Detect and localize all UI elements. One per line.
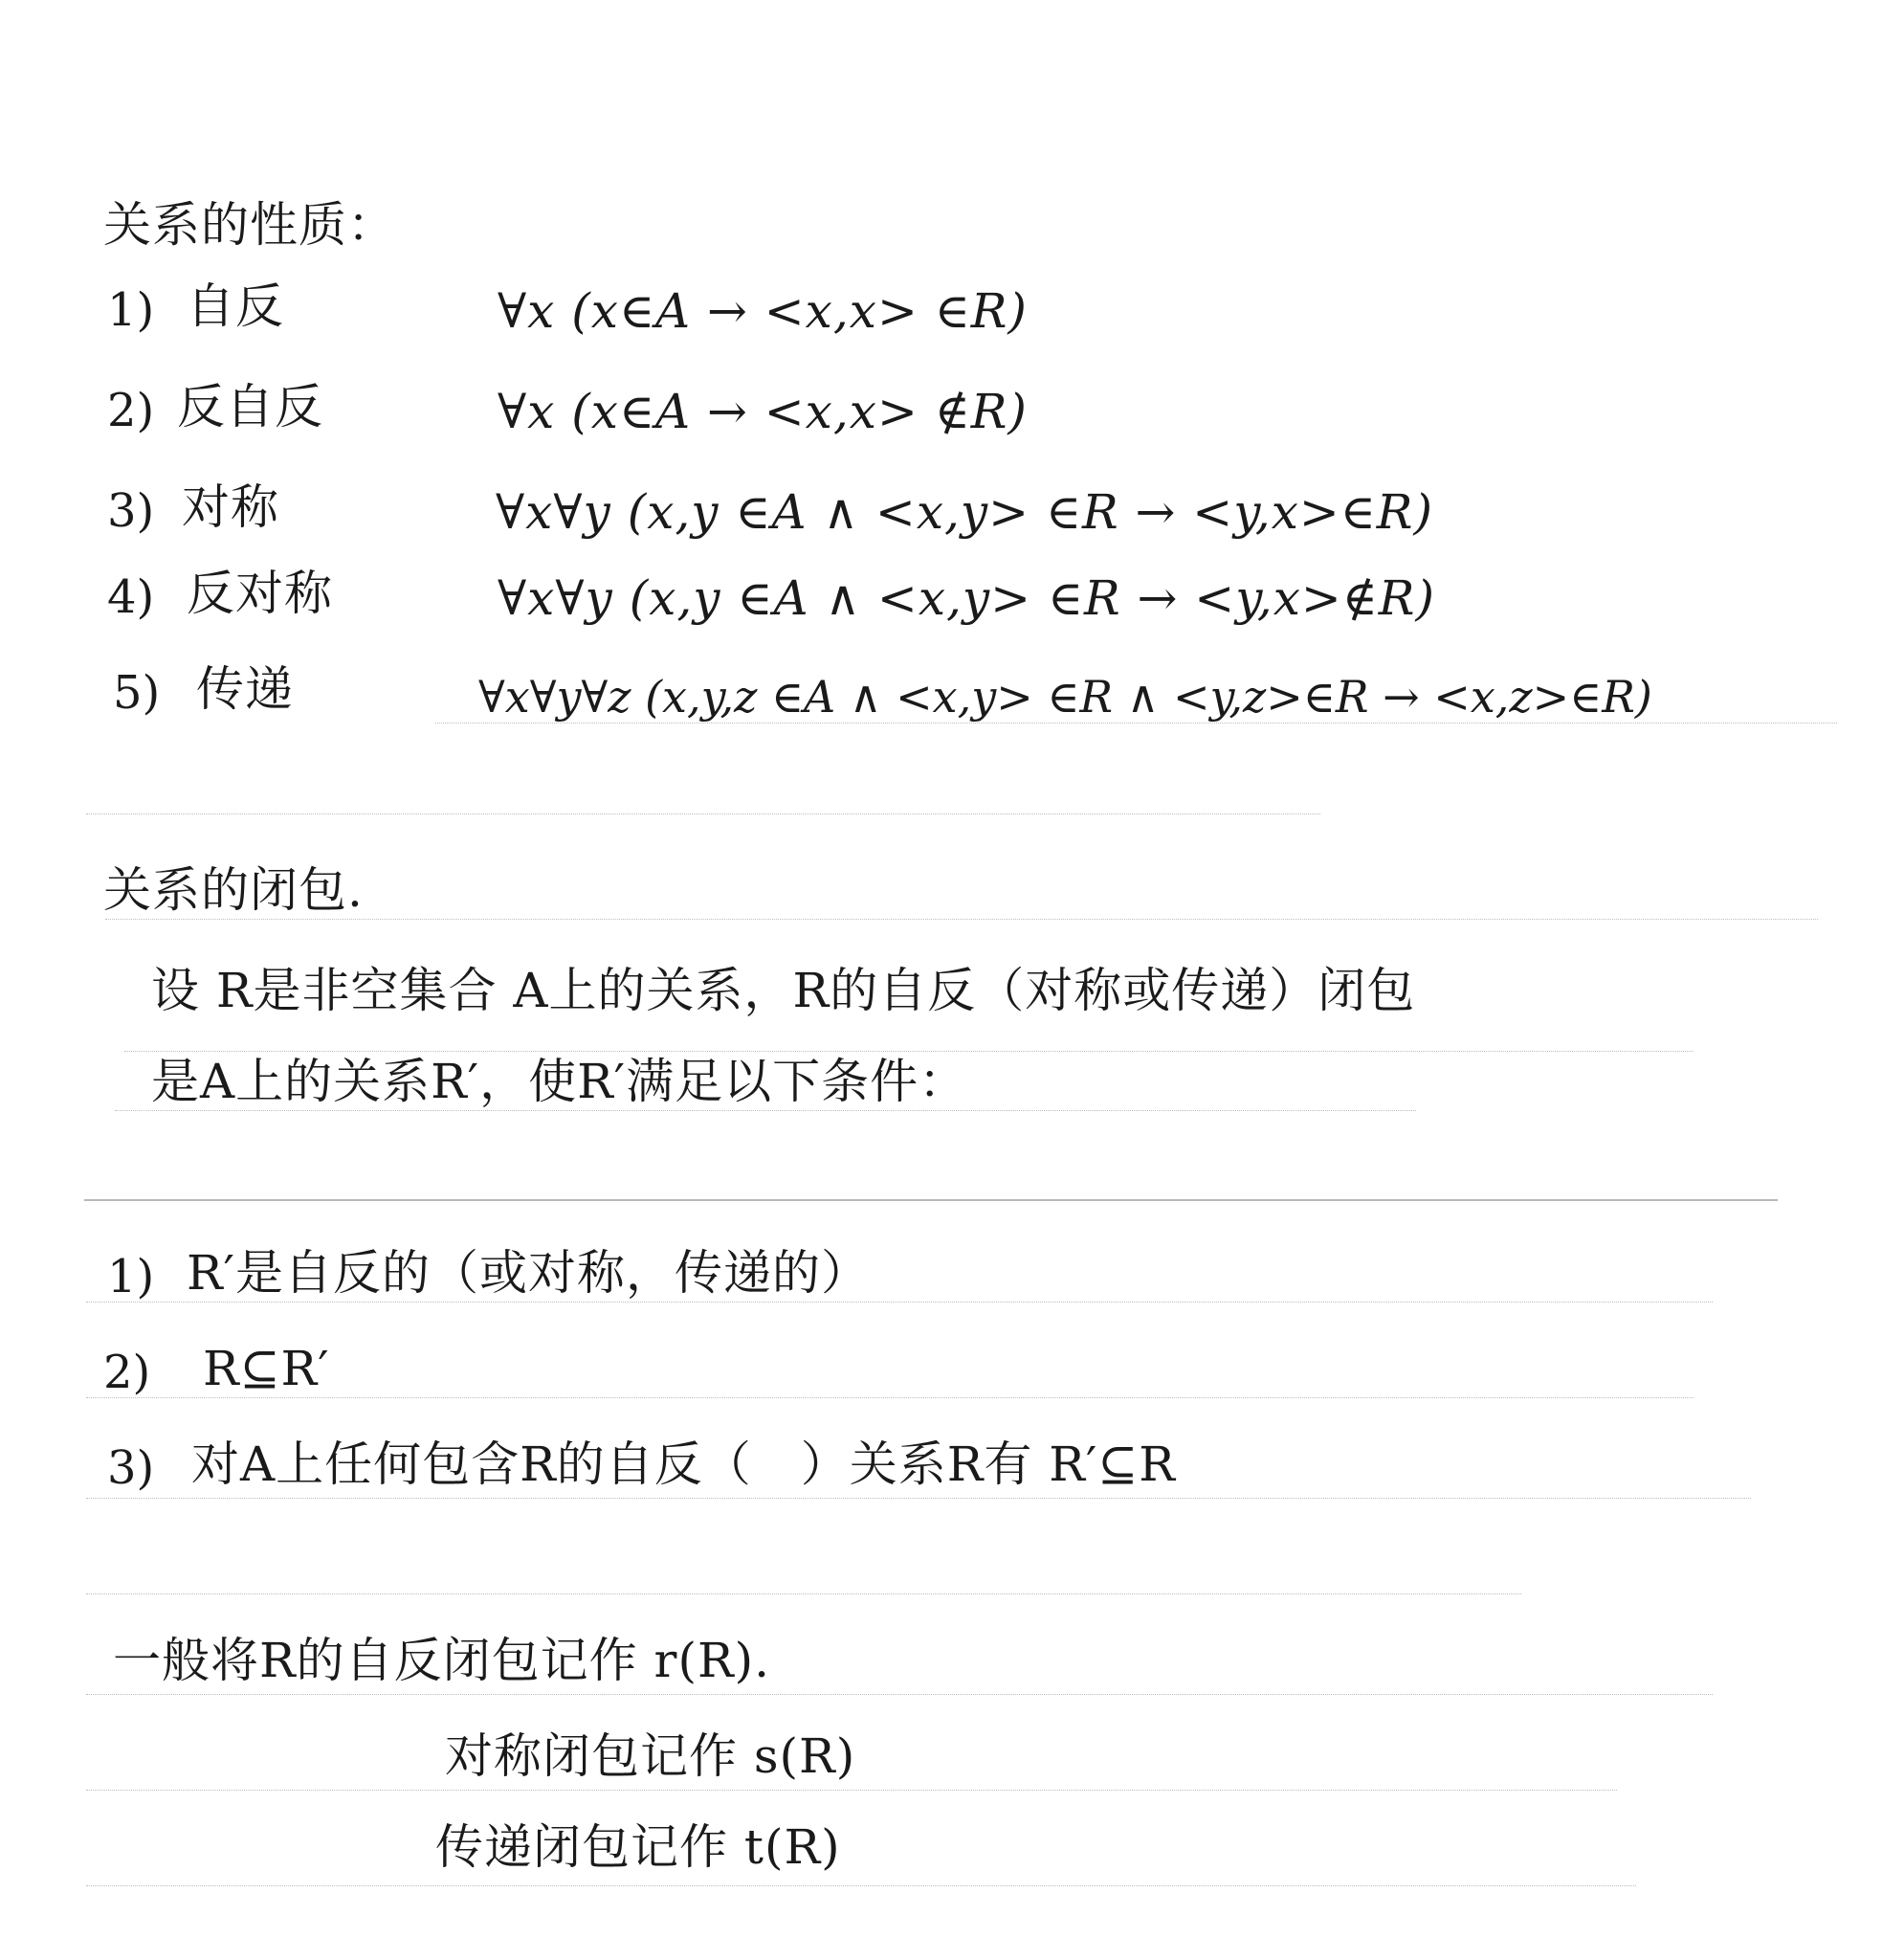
property-formula: ∀x (x∈A → <x,x> ∉R) [498, 384, 1028, 439]
property-formula: ∀x∀y∀z (x,y,z ∈A ∧ <x,y> ∈R ∧ <y,z>∈R → <x,z>∈R) [478, 671, 1652, 723]
ruled-line [86, 1302, 1713, 1303]
closure-definition: 设 R是非空集合 A上的关系，R的自反（对称或传递）闭包 [151, 963, 1416, 1018]
ruled-line [435, 723, 1837, 724]
property-formula: ∀x (x∈A → <x,x> ∈R) [498, 283, 1028, 339]
ruled-line [86, 1885, 1636, 1886]
notation-line: 一般将R的自反闭包记作 r(R). [113, 1633, 770, 1688]
condition-number: 1) [107, 1250, 155, 1303]
property-number: 4) [107, 570, 155, 624]
property-name: 传递 [196, 661, 294, 717]
condition-text: 对A上任何包含R的自反（ ）关系R有 R′⊆R [191, 1437, 1176, 1492]
property-name: 反自反 [177, 379, 323, 434]
condition-text: R⊆R′ [203, 1341, 330, 1396]
ruled-line [86, 1593, 1521, 1594]
ruled-line [115, 1110, 1416, 1111]
condition-number: 3) [107, 1441, 155, 1495]
property-formula: ∀x∀y (x,y ∈A ∧ <x,y> ∈R → <y,x>∈R) [496, 484, 1433, 540]
notation-line: 传递闭包记作 t(R) [435, 1819, 841, 1875]
property-name: 自反 [187, 278, 284, 334]
property-number: 2) [107, 384, 155, 437]
ruled-line [86, 1397, 1694, 1398]
properties-heading: 关系的性质： [103, 197, 396, 253]
ruled-line [86, 1498, 1751, 1499]
ruled-line [86, 1790, 1617, 1791]
condition-text: R′是自反的（或对称，传递的） [187, 1245, 870, 1301]
closure-definition: 是A上的关系R′，使R′满足以下条件： [151, 1054, 968, 1109]
ruled-line [84, 1199, 1778, 1201]
ruled-line [86, 813, 1320, 814]
property-formula: ∀x∀y (x,y ∈A ∧ <x,y> ∈R → <y,x>∉R) [498, 570, 1435, 626]
ruled-line [124, 1051, 1694, 1052]
ruled-line [86, 1694, 1713, 1695]
closure-heading: 关系的闭包. [103, 862, 364, 918]
property-number: 5) [113, 666, 161, 720]
property-number: 1) [107, 283, 155, 337]
ruled-line [105, 919, 1818, 920]
notation-line: 对称闭包记作 s(R) [445, 1728, 856, 1784]
property-name: 对称 [182, 479, 279, 535]
condition-number: 2) [103, 1346, 151, 1399]
property-name: 反对称 [187, 566, 333, 621]
property-number: 3) [107, 484, 155, 538]
